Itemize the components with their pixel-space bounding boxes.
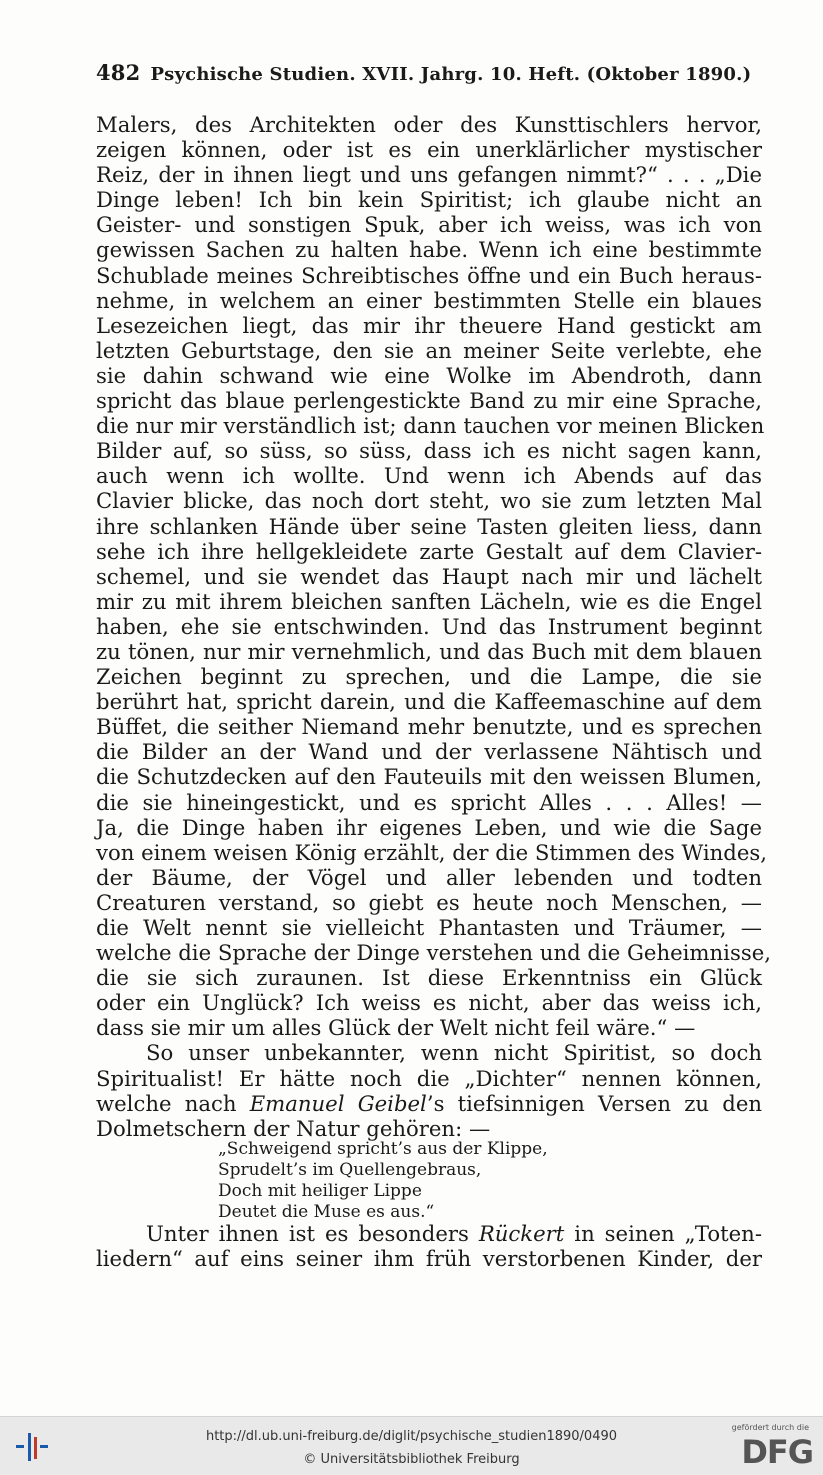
text-fragment: Unter ihnen ist es besonders	[146, 1221, 479, 1246]
author-name: Rückert	[478, 1221, 565, 1246]
closing-paragraph	[96, 1221, 762, 1271]
text-line: die nur mir verständlich ist; dann tauchen vor meinen Blicken	[96, 413, 765, 439]
dfg-logo-text: DFG	[741, 1433, 813, 1471]
body-text	[96, 112, 771, 1141]
text-line: Dinge leben! Ich bin kein Spiritist; ich glaube nicht an	[96, 187, 762, 213]
text-line: haben, ehe sie entschwinden. Und das Instrument beginnt	[96, 613, 762, 639]
text-line: gewissen Sachen zu halten habe. Wenn ich eine bestimmte	[96, 237, 762, 263]
text-line: ihre schlanken Hände über seine Tasten gleiten liess, dann	[96, 513, 762, 539]
running-title: Psychische Studien. XVII. Jahrg. 10. Heft. (Oktober 1890.)	[150, 64, 752, 85]
poem-line: Deutet die Muse es aus.“	[218, 1202, 435, 1222]
permalink-url[interactable]: http://dl.ub.uni-freiburg.de/diglit/psychische_studien1890/0490	[205, 1429, 618, 1444]
viewer-footer	[0, 1416, 823, 1475]
text-line: die Schutzdecken auf den Fauteuils mit den weissen Blumen,	[96, 764, 762, 790]
text-line: letzten Geburtstage, den sie an meiner Seite verlebte, ehe	[96, 337, 762, 363]
page-number: 482	[96, 60, 141, 85]
text-line: Ja, die Dinge haben ihr eigenes Leben, und wie die Sage	[96, 814, 762, 840]
text-line: Creaturen verstand, so giebt es heute noch Menschen, —	[96, 889, 762, 915]
text-line: die Welt nennt sie vielleicht Phantasten und Träumer, —	[96, 915, 762, 940]
poem-line: Doch mit heiliger Lippe	[218, 1181, 422, 1201]
text-line: liedern“ auf eins seiner ihm früh verstorbenen Kinder, der	[96, 1246, 762, 1272]
text-line: der Bäume, der Vögel und aller lebenden und todten	[96, 864, 762, 890]
text-line	[96, 1091, 762, 1116]
text-line: Zeichen beginnt zu sprechen, und die Lampe, die sie	[96, 664, 762, 690]
text-line: spricht das blaue perlengestickte Band zu mir eine Sprache,	[96, 388, 762, 414]
text-line: auch wenn ich wollte. Und wenn ich Abends auf das	[96, 463, 762, 489]
poem-quote	[218, 1139, 548, 1223]
text-line: Schublade meines Schreibtisches öffne und ein Buch heraus-	[96, 262, 762, 288]
text-line: Malers, des Architekten oder des Kunsttischlers hervor,	[96, 112, 762, 137]
poem-line: „Schweigend spricht’s aus der Klippe,	[218, 1139, 548, 1159]
text-line: Spiritualist! Er hätte noch die „Dichter“ nennen können,	[96, 1065, 762, 1091]
author-name: Emanuel Geibel	[249, 1090, 427, 1116]
text-line: Lesezeichen liegt, das mir ihr theuere Hand gestickt am	[96, 312, 762, 338]
text-line: Geister- und sonstigen Spuk, aber ich weiss, was ich von	[96, 212, 762, 238]
text-line: oder ein Unglück? Ich weiss es nicht, aber das weiss ich,	[96, 990, 762, 1016]
text-line: So unser unbekannter, wenn nicht Spiritist, so doch	[146, 1040, 762, 1066]
text-line: Bilder auf, so süss, so süss, dass ich es nicht sagen kann,	[96, 438, 762, 464]
poem-line: Sprudelt’s im Quellengebraus,	[218, 1160, 482, 1180]
text-line: zu tönen, nur mir vernehmlich, und das Buch mit dem blauen	[96, 638, 762, 664]
text-line: schemel, und sie wendet das Haupt nach mir und lächelt	[96, 563, 762, 589]
text-line: Dolmetschern der Natur gehören: —	[96, 1115, 491, 1141]
copyright-notice: © Universitätsbibliothek Freiburg	[303, 1452, 520, 1467]
text-line: Clavier blicke, das noch dort steht, wo sie zum letzten Mal	[96, 488, 762, 514]
text-line: die sie hineingestickt, und es spricht Alles . . . Alles! —	[96, 789, 762, 815]
text-line: sehe ich ihre hellgekleidete zarte Gestalt auf dem Clavier-	[96, 538, 762, 564]
dfg-sponsor-text: gefördert durch die	[731, 1423, 809, 1432]
text-line: zeigen können, oder ist es ein unerklärlicher mystischer	[96, 137, 762, 163]
text-line: welche die Sprache der Dinge verstehen und die Geheimnisse,	[96, 940, 771, 966]
text-line	[96, 1221, 762, 1246]
text-line: sie dahin schwand wie eine Wolke im Abendroth, dann	[96, 362, 762, 388]
dfg-logo	[723, 1421, 813, 1473]
text-line: mir zu mit ihrem bleichen sanften Lächeln, wie es die Engel	[96, 588, 762, 614]
text-line: die Bilder an der Wand und der verlassene Nähtisch und	[96, 739, 762, 765]
text-line: die sie sich zuraunen. Ist diese Erkenntniss ein Glück	[96, 965, 762, 991]
text-fragment: welche nach	[96, 1090, 250, 1116]
text-line: berührt hat, spricht darein, und die Kaffeemaschine auf dem	[96, 689, 762, 715]
text-fragment: in seinen „Toten-	[564, 1221, 762, 1246]
text-fragment: ’s tiefsinnigen Versen zu den	[426, 1090, 763, 1116]
text-line: dass sie mir um alles Glück der Welt nicht feil wäre.“ —	[96, 1015, 696, 1041]
text-line: von einem weisen König erzählt, der die Stimmen des Windes,	[96, 839, 768, 865]
running-header	[96, 60, 766, 85]
text-line: Büffet, die seither Niemand mehr benutzte, und es sprechen	[96, 714, 762, 740]
text-line: nehme, in welchem an einer bestimmten Stelle ein blaues	[96, 287, 762, 313]
text-line: Reiz, der in ihnen liegt und uns gefangen nimmt?“ . . . „Die	[96, 162, 762, 188]
